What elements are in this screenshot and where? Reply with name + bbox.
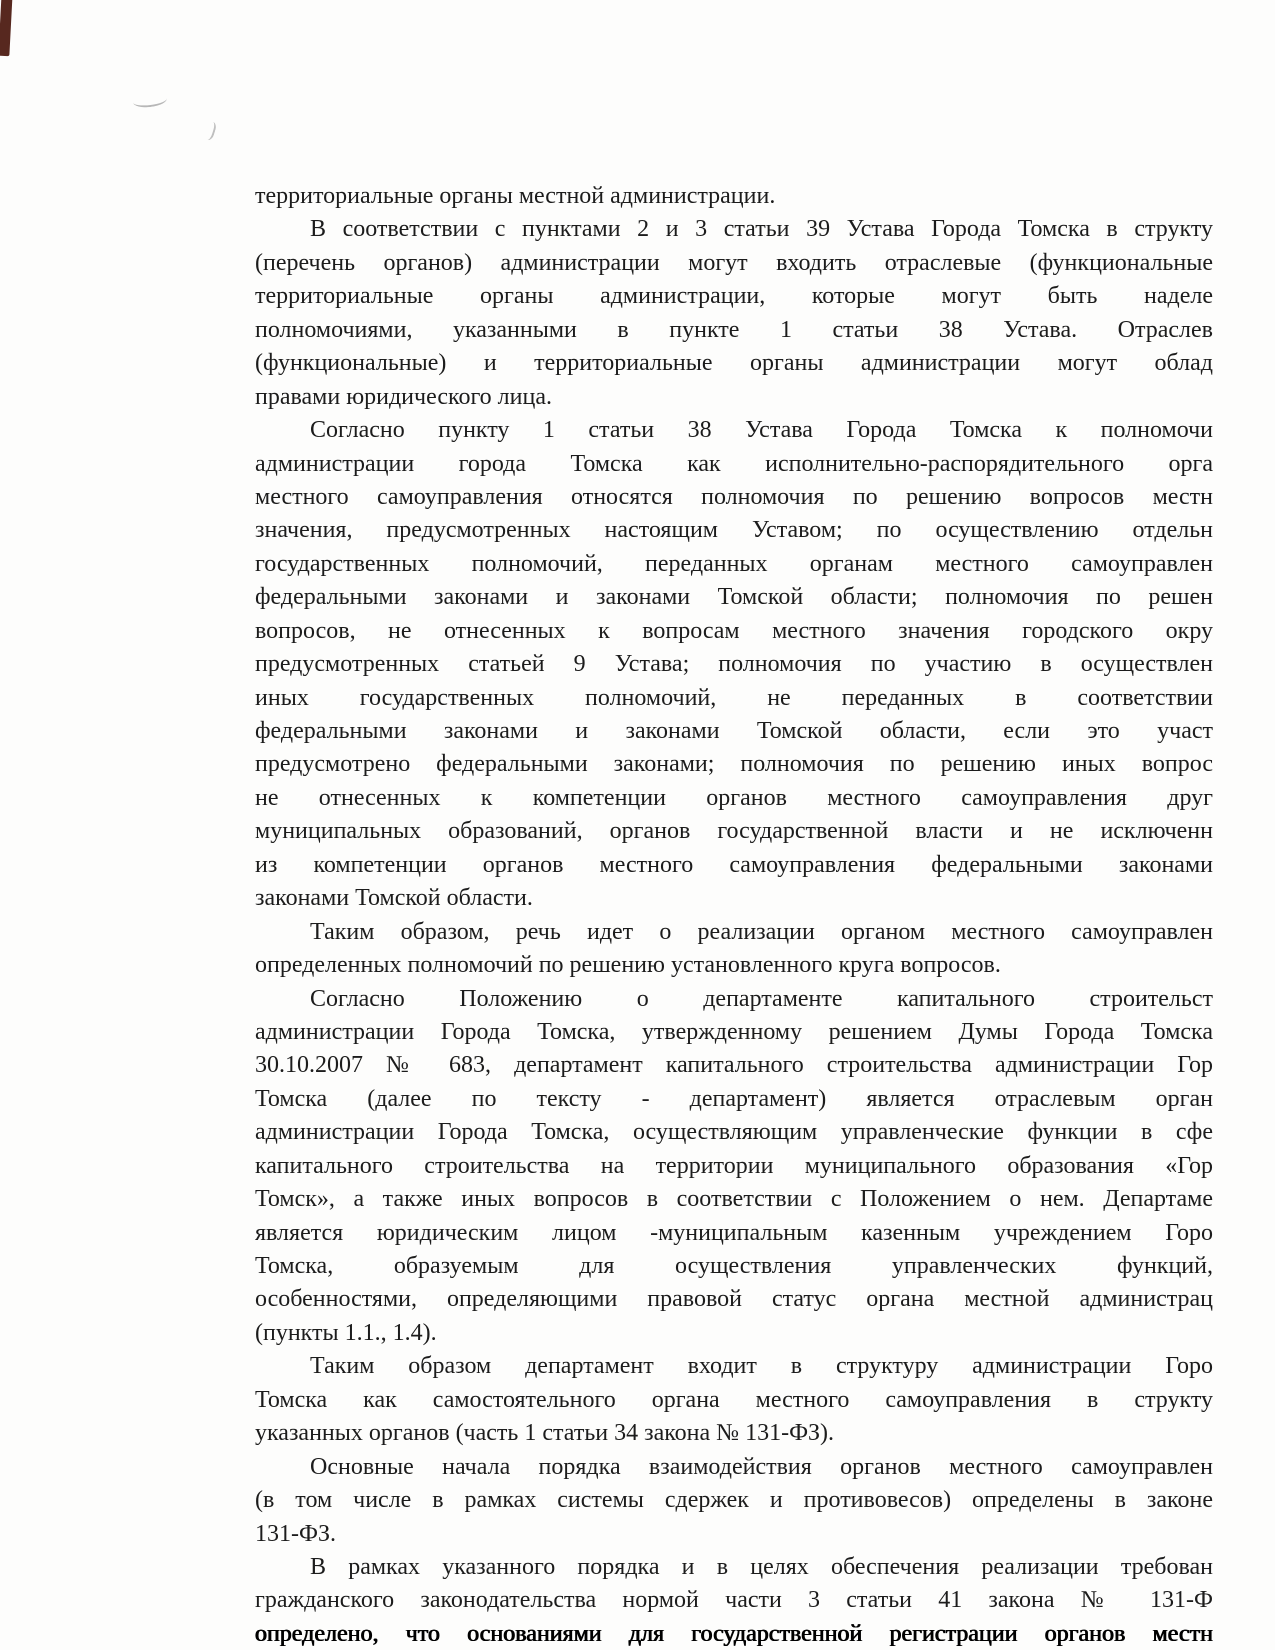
text-line: Таким образом, речь идет о реализации органом местного самоуправлен <box>310 918 1213 945</box>
text-line: Томск», а также иных вопросов в соответствии с Положением о нем. Департаме <box>255 1186 1213 1213</box>
text-line: территориальные органы местной администрации. <box>255 183 776 209</box>
pencil-mark-icon <box>132 92 167 109</box>
text-line: (перечень органов) администрации могут входить отраслевые (функциональные <box>255 249 1213 276</box>
text-line: из компетенции органов местного самоуправления федеральными законами <box>255 851 1213 878</box>
text-line: федеральными законами и законами Томской области, если это участ <box>255 718 1213 744</box>
text-line: определено, что основаниями для государственной регистрации органов местн <box>255 1620 1213 1647</box>
text-line: администрации города Томска как исполнительно-распорядительного орга <box>255 450 1213 477</box>
text-line: значения, предусмотренных настоящим Уставом; по осуществлению отдельн <box>255 517 1213 544</box>
text-line: Согласно пункту 1 статьи 38 Устава Города Томска к полномочи <box>310 417 1213 444</box>
document-body-text <box>255 180 1213 1650</box>
pencil-mark-icon <box>200 120 217 142</box>
text-line: администрации Города Томска, утвержденному решением Думы Города Томска <box>255 1018 1213 1045</box>
text-line: предусмотрено федеральными законами; полномочия по решению иных вопрос <box>255 751 1213 778</box>
text-line: государственных полномочий, переданных органам местного самоуправлен <box>255 550 1213 577</box>
text-line: (в том числе в рамках системы сдержек и противовесов) определены в законе <box>255 1487 1213 1514</box>
text-line: определенных полномочий по решению установленного круга вопросов. <box>255 952 1001 979</box>
text-line: Таким образом департамент входит в структуру администрации Горо <box>310 1353 1213 1380</box>
text-line: федеральными законами и законами Томской области; полномочия по решен <box>255 584 1213 611</box>
text-line: Томска, образуемым для осуществления управленческих функций, <box>255 1253 1213 1279</box>
text-line: Основные начала порядка взаимодействия органов местного самоуправлен <box>310 1453 1213 1480</box>
text-line: муниципальных образований, органов государственной власти и не исключенн <box>255 818 1213 845</box>
text-line: В рамках указанного порядка и в целях обеспечения реализации требован <box>310 1553 1213 1580</box>
text-line: не отнесенных к компетенции органов местного самоуправления друг <box>255 784 1213 811</box>
text-line: администрации Города Томска, осуществляющим управленческие функции в сфе <box>255 1119 1213 1146</box>
text-line: Согласно Положению о департаменте капитального строительст <box>310 985 1213 1012</box>
text-line: иных государственных полномочий, не переданных в соответствии <box>255 684 1213 711</box>
text-line: полномочиями, указанными в пункте 1 статьи 38 Устава. Отраслев <box>255 316 1213 343</box>
text-line: указанных органов (часть 1 статьи 34 закона № 131-ФЗ). <box>255 1420 835 1447</box>
text-line: 30.10.2007 № 683, департамент капитального строительства администрации Гор <box>255 1052 1213 1079</box>
text-line: вопросов, не отнесенных к вопросам местного значения городского окру <box>255 617 1213 644</box>
text-line: является юридическим лицом -муниципальным казенным учреждением Горо <box>255 1219 1213 1246</box>
text-line: территориальные органы администрации, которые могут быть наделе <box>255 283 1213 310</box>
scan-edge-artifact <box>0 0 13 56</box>
text-line: Томска как самостоятельного органа местного самоуправления в структу <box>255 1386 1213 1413</box>
text-line: гражданского законодательства нормой части 3 статьи 41 закона № 131-Ф <box>255 1587 1213 1614</box>
text-line: капитального строительства на территории муниципального образования «Гор <box>255 1152 1213 1179</box>
text-line: 131-ФЗ. <box>255 1520 336 1547</box>
text-line: предусмотренных статьей 9 Устава; полномочия по участию в осуществлен <box>255 651 1213 678</box>
text-line: законами Томской области. <box>255 885 533 912</box>
text-line: местного самоуправления относятся полномочия по решению вопросов местн <box>255 483 1213 510</box>
text-line: (функциональные) и территориальные органы администрации могут облад <box>255 350 1213 377</box>
text-line: В соответствии с пунктами 2 и 3 статьи 39 Устава Города Томска в структу <box>310 216 1213 243</box>
text-line: правами юридического лица. <box>255 383 552 410</box>
text-line: (пункты 1.1., 1.4). <box>255 1319 437 1346</box>
text-line: особенностями, определяющими правовой статус органа местной администрац <box>255 1286 1213 1313</box>
text-line: Томска (далее по тексту - департамент) является отраслевым орган <box>255 1085 1213 1112</box>
